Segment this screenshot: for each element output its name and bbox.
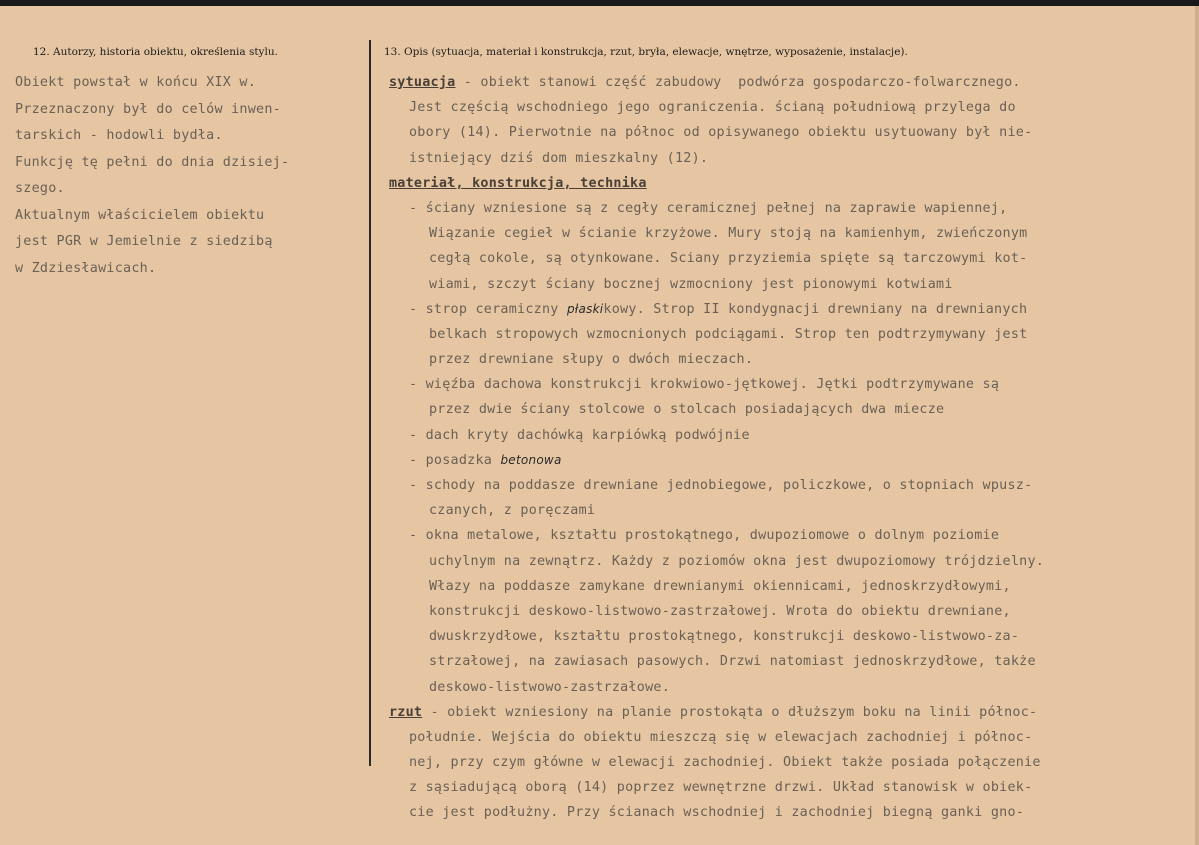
section-12-heading: 12. Autorzy, historia obiektu, określenia stylu.: [33, 46, 278, 58]
page-top-edge: [0, 0, 1199, 6]
text-line: - okna metalowe, kształtu prostokątnego, dwupoziomowe o dolnym poziomie: [409, 528, 1000, 544]
text-line: obory (14). Pierwotnie na północ od opisywanego obiektu usytuowany był nie-: [409, 125, 1033, 141]
page-right-edge: [1195, 6, 1199, 845]
rzut-line: [389, 700, 1044, 725]
posadzka-line: [389, 448, 1044, 473]
text-line: w Zdziesławicach.: [15, 260, 157, 276]
handwritten-annotation: betonowa: [500, 452, 562, 467]
text-line: Wiązanie cegieł w ścianie krzyżowe. Mury stoją na kamienhym, zwieńczonym: [429, 226, 1028, 242]
text-line: wiami, szczyt ściany bocznej wzmocniony jest pionowymi kotwiami: [429, 276, 953, 292]
text-line: Obiekt powstał w końcu XIX w.: [15, 75, 257, 90]
text-line: jest PGR w Jemielnie z siedzibą: [15, 234, 273, 249]
text-line: tarskich - hodowli bydła.: [15, 128, 223, 143]
text-line: Aktualnym właścicielem obiektu: [15, 207, 265, 223]
column-divider: [369, 40, 371, 766]
text-line: - ściany wzniesione są z cegły ceramicznej pełnej na zaprawie wapiennej,: [409, 200, 1008, 216]
text-line: Włazy na poddasze zamykane drewnianymi okiennicami, jednoskrzydłowymi,: [429, 578, 1011, 594]
text-line: cegłą cokole, są otynkowane. Sciany przyziemia spięte są tarczowymi kot-: [429, 251, 1028, 267]
material-heading-line: [389, 171, 1044, 196]
handwritten-annotation: płaski: [566, 301, 604, 316]
text-line: - obiekt wzniesiony na planie prostokąta o dłuższym boku na linii północ-: [422, 704, 1038, 720]
sytuacja-label: sytuacja: [389, 75, 456, 90]
text-line: - posadzka: [409, 452, 501, 468]
text-line: z sąsiadującą oborą (14) poprzez wewnętrzne drzwi. Układ stanowisk w obiek-: [409, 780, 1033, 796]
text-line: dwuskrzydłowe, kształtu prostokątnego, konstrukcji deskowo-listwowo-za-: [429, 629, 1020, 645]
text-line: cie jest podłużny. Przy ścianach wschodniej i zachodniej biegną ganki gno-: [409, 805, 1025, 821]
text-line: - strop ceramiczny: [409, 301, 567, 317]
text-line: szego.: [15, 181, 65, 196]
text-line: - dach kryty dachówką karpiówką podwójnie: [409, 427, 750, 443]
text-line: kowy. Strop II kondygnacji drewniany na drewnianych: [603, 301, 1028, 317]
text-line: przez drewniane słupy o dwóch mieczach.: [429, 352, 754, 368]
text-line: istniejący dziś dom mieszkalny (12).: [409, 150, 709, 166]
text-line: Funkcję tę pełni do dnia dzisiej-: [15, 154, 290, 170]
text-line: Przeznaczony był do celów inwen-: [15, 101, 281, 117]
strop-line: [389, 297, 1044, 322]
text-line: deskowo-listwowo-zastrzałowe.: [429, 679, 671, 695]
rzut-label: rzut: [389, 704, 423, 720]
text-line: konstrukcji deskowo-listwowo-zastrzałowej. Wrota do obiektu drewniane,: [429, 603, 1011, 619]
section-13-body: [389, 70, 1044, 826]
sytuacja-line: [389, 70, 1044, 95]
text-line: - więźba dachowa konstrukcji krokwiowo-jętkowej. Jętki podtrzymywane są: [409, 377, 1000, 393]
text-line: belkach stropowych wzmocnionych podciągami. Strop ten podtrzymywany jest: [429, 326, 1028, 342]
section-13-heading: 13. Opis (sytuacja, materiał i konstrukcja, rzut, bryła, elewacje, wnętrze, wyposażenie, instalacje).: [384, 46, 908, 58]
section-12-body: [15, 70, 289, 282]
text-line: - obiekt stanowi część zabudowy podwórza gospodarczo-folwarcznego.: [455, 75, 1021, 90]
text-line: południe. Wejścia do obiektu mieszczą się w elewacjach zachodniej i północ-: [409, 729, 1033, 745]
text-line: nej, przy czym główne w elewacji zachodniej. Obiekt także posiada połączenie: [409, 755, 1041, 771]
text-line: - schody na poddasze drewniane jednobiegowe, policzkowe, o stopniach wpusz-: [409, 478, 1033, 493]
text-line: Jest częścią wschodniego jego ograniczenia. ścianą południową przylega do: [409, 100, 1016, 116]
text-line: uchylnym na zewnątrz. Każdy z poziomów okna jest dwupoziomowy trójdzielny.: [429, 553, 1045, 569]
text-line: przez dwie ściany stolcowe o stolcach posiadających dwa miecze: [429, 402, 945, 418]
text-line: strzałowej, na zawiasach pasowych. Drzwi natomiast jednoskrzydłowe, także: [429, 654, 1036, 670]
material-label: materiał, konstrukcja, technika: [389, 175, 647, 191]
text-line: czanych, z poręczami: [429, 503, 596, 519]
